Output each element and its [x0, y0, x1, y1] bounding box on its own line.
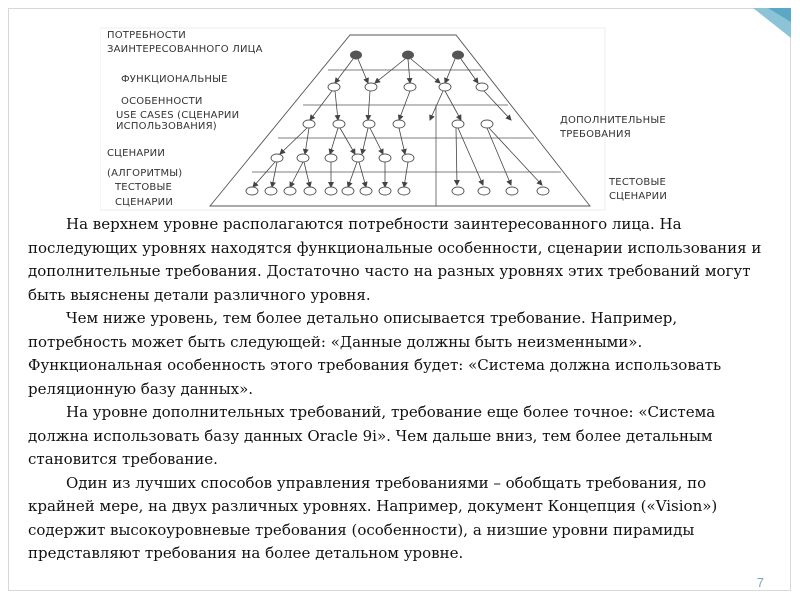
need-node — [452, 51, 464, 60]
scenario-node — [325, 154, 337, 162]
paragraph-2: Чем ниже уровень, тем более детально описывается требование. Например, потребность может быть следующей: «Данные должны быть неизменными». Функциональная особенность этого требования будет: «Система должна использовать реляционную базу данных». — [28, 309, 722, 398]
paragraph-1: На верхнем уровне располагаются потребности заинтересованного лица. На последующих уровнях находятся функциональные особенности, сценарии использования и дополнительные требования. Достаточно часто на разных уровнях этих требований могут быть выяснены детали различного уровня. — [28, 215, 762, 304]
label-extra-line2: ТРЕБОВАНИЯ — [560, 129, 631, 140]
feature-node — [365, 83, 377, 91]
label-usecases-line2: ИСПОЛЬЗОВАНИЯ) — [116, 121, 217, 132]
label-features-line2: ОСОБЕННОСТИ — [121, 96, 203, 107]
label-features-line1: ФУНКЦИОНАЛЬНЫЕ — [121, 74, 228, 85]
label-needs-line1: ПОТРЕБНОСТИ — [107, 30, 186, 41]
usecase-node — [333, 120, 345, 128]
test-node — [265, 187, 277, 195]
feature-node — [328, 83, 340, 91]
usecase-node — [393, 120, 405, 128]
label-tests-left-line1: ТЕСТОВЫЕ — [115, 182, 172, 193]
test-node — [379, 187, 391, 195]
label-usecases-line1: USE CASES (СЦЕНАРИИ — [116, 110, 240, 121]
extra-node — [481, 120, 493, 128]
label-scenarios-line1: СЦЕНАРИИ — [107, 148, 166, 159]
scenario-node — [297, 154, 309, 162]
feature-node — [439, 83, 451, 91]
label-scenarios-line2: (АЛГОРИТМЫ) — [107, 168, 183, 179]
test-node — [506, 187, 518, 195]
paragraph-4: Один из лучших способов управления требованиями – обобщать требования, по крайней мере, на двух различных уровнях. Например, документ Концепция («Vision») содержит высокоуровневые требования (особенности), а низшие уровни пирамиды представляют требования на более детальном уровне. — [28, 473, 718, 562]
test-node — [284, 187, 296, 195]
feature-node — [476, 83, 488, 91]
usecase-node — [363, 120, 375, 128]
test-node — [452, 187, 464, 195]
test-node — [360, 187, 372, 195]
label-tests-right-line2: СЦЕНАРИИ — [609, 191, 668, 202]
extra-node — [452, 120, 464, 128]
label-extra-line1: ДОПОЛНИТЕЛЬНЫЕ — [560, 115, 666, 126]
test-node — [342, 187, 354, 195]
need-node — [350, 51, 362, 60]
body-text — [28, 213, 774, 566]
label-tests-left-line2: СЦЕНАРИИ — [115, 197, 174, 208]
test-node — [304, 187, 316, 195]
page-number: 7 — [756, 575, 764, 590]
test-node — [246, 187, 258, 195]
feature-node — [404, 83, 416, 91]
scenario-node — [271, 154, 283, 162]
test-node — [398, 187, 410, 195]
need-node — [402, 51, 414, 60]
label-needs-line2: ЗАИНТЕРЕСОВАННОГО ЛИЦА — [107, 44, 263, 55]
paragraph-3: На уровне дополнительных требований, требование еще более точное: «Система должна использовать базу данных Oracle 9i». Чем дальше вниз, тем более детальным становится требование. — [28, 403, 716, 468]
test-node — [325, 187, 337, 195]
scenario-node — [402, 154, 414, 162]
label-tests-right-line1: ТЕСТОВЫЕ — [609, 177, 666, 188]
test-node — [478, 187, 490, 195]
scenario-node — [379, 154, 391, 162]
scenario-node — [352, 154, 364, 162]
test-node — [537, 187, 549, 195]
usecase-node — [303, 120, 315, 128]
